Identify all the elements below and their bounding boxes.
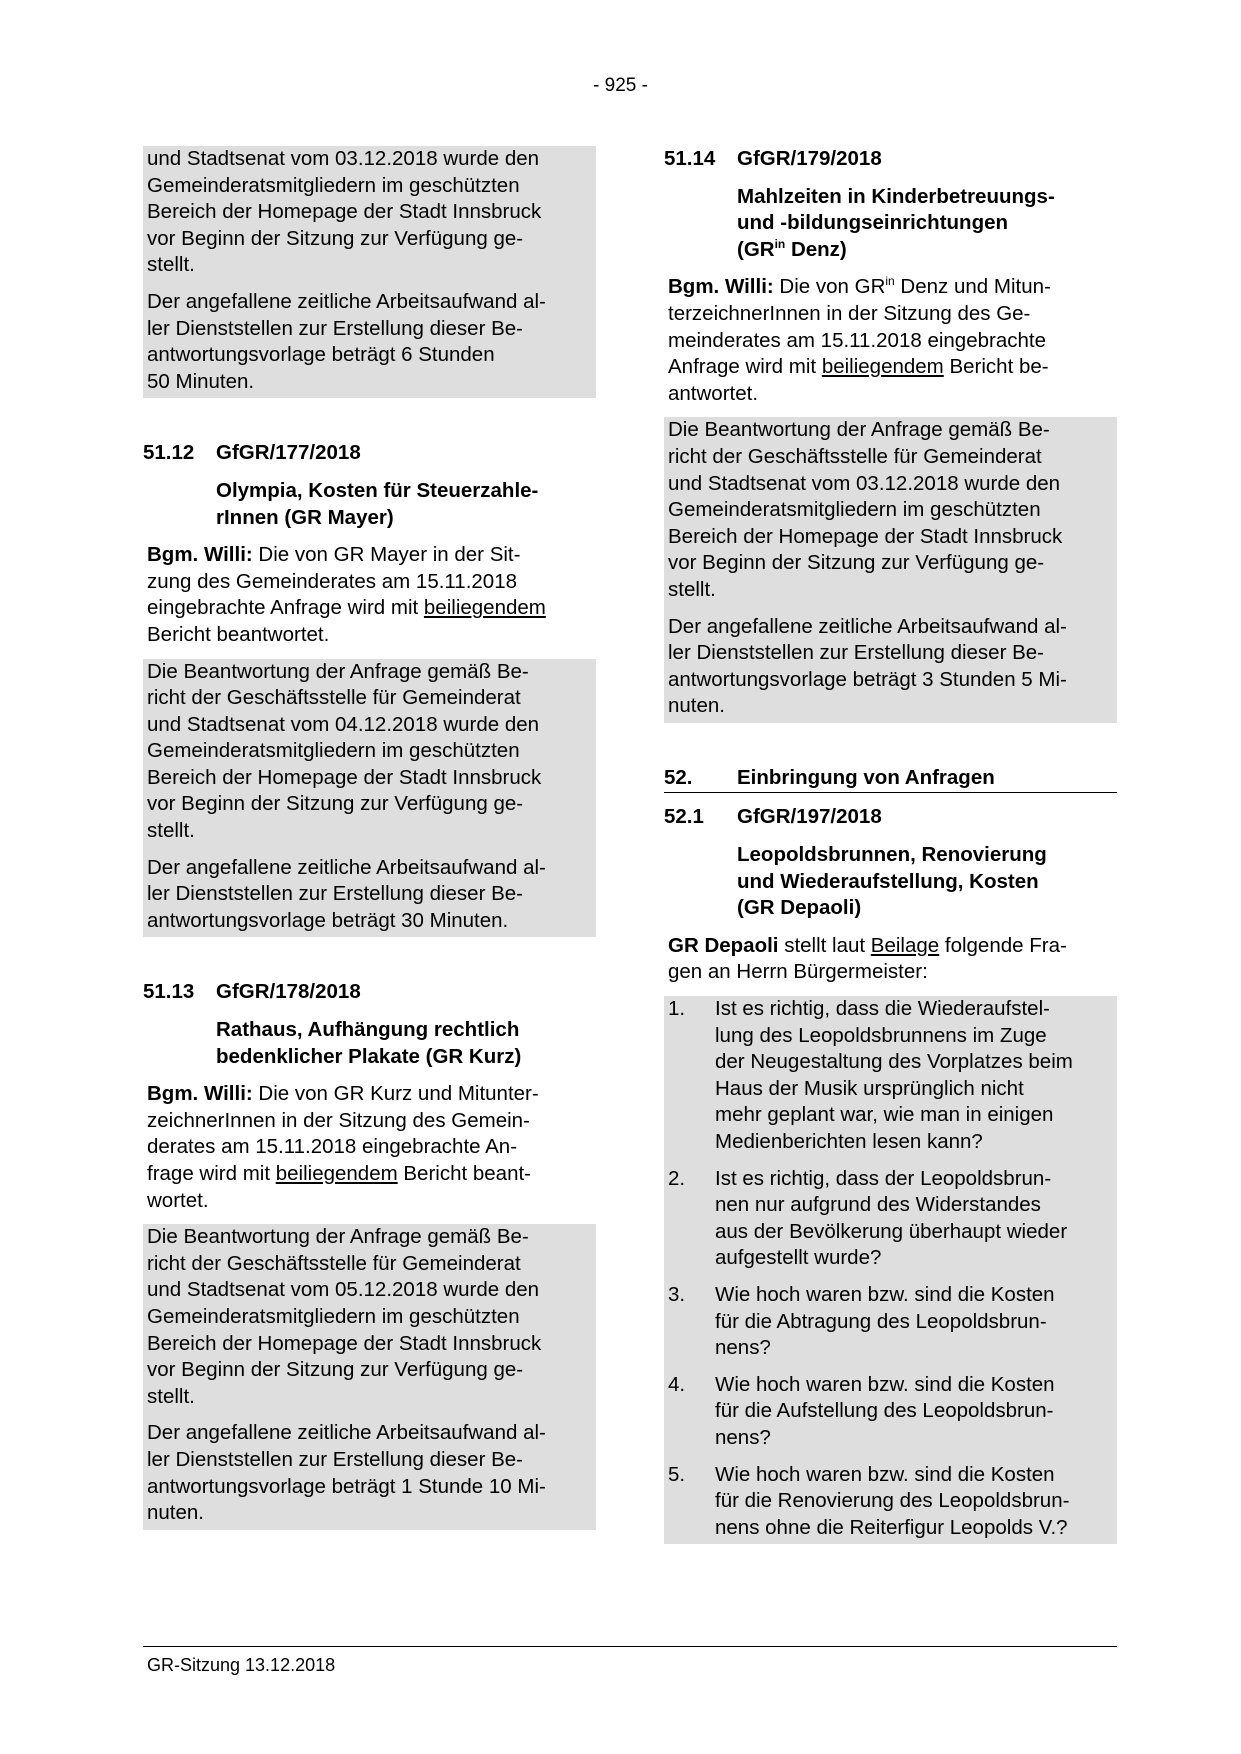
question-text [715, 1462, 1069, 1542]
text-line: und Stadtsenat vom 03.12.2018 wurde den [668, 471, 1061, 495]
text-line: stellt. [147, 819, 195, 843]
continuation-effort-text [147, 289, 592, 395]
text-line: Der angefallene zeitliche Arbeitsaufwand al- [147, 855, 546, 879]
text-line: vor Beginn der Sitzung zur Verfügung ge- [147, 792, 524, 816]
text-line: Gemeinderatsmitgliedern im geschützten [147, 173, 520, 197]
text-line: (GR Depaoli) [737, 896, 862, 920]
text-line: Die von GR Kurz und Mitunter- [252, 1082, 539, 1106]
text-line: antwortungsvorlage beträgt 3 Stunden 5 Mi- [668, 667, 1067, 691]
text-line: ler Dienststellen zur Erstellung dieser Be- [147, 882, 523, 906]
text-line: Denz) [785, 237, 847, 261]
attachment-link[interactable]: beiliegendem [275, 1162, 398, 1185]
section-heading [664, 804, 1117, 831]
text-line: und Wiederaufstellung, Kosten [737, 869, 1039, 893]
text-line: Medienberichten lesen kann? [715, 1130, 983, 1153]
text-line: nens ohne die Reiterfigur Leopolds V.? [715, 1515, 1068, 1539]
text-line: ler Dienststellen zur Erstellung dieser Be- [668, 641, 1044, 665]
question-number: 4. [668, 1372, 686, 1396]
text-line: wortet. [147, 1188, 209, 1212]
text-line: richt der Geschäftsstelle für Gemeinderat [668, 444, 1042, 468]
text-line: vor Beginn der Sitzung zur Verfügung ge- [147, 1358, 524, 1382]
text-line: und Stadtsenat vom 05.12.2018 wurde den [147, 1278, 540, 1302]
effort-text [668, 614, 1113, 720]
section-number: 52.1 [664, 805, 704, 829]
speaker-name: Bgm. Willi: [147, 1082, 253, 1106]
text-line: Leopoldsbrunnen, Renovierung [737, 843, 1047, 867]
text-line: nuten. [147, 1501, 204, 1525]
section-number: 51.14 [664, 147, 716, 170]
text-line: Mahlzeiten in Kinderbetreuungs- [737, 184, 1055, 208]
text-line: 50 Minuten. [147, 369, 255, 393]
text-line: Gemeinderatsmitgliedern im geschützten [147, 1304, 520, 1328]
section-number: 51.13 [143, 980, 195, 1004]
text-line: stellt. [147, 253, 195, 277]
text-line: terzeichnerInnen in der Sitzung des Ge- [668, 301, 1031, 325]
text-line: nens? [715, 1336, 771, 1360]
text-line: Die Beantwortung der Anfrage gemäß Be- [147, 1225, 529, 1249]
text-line: bedenklicher Plakate (GR Kurz) [216, 1044, 522, 1068]
section-body [664, 933, 1117, 986]
answer-block [664, 417, 1117, 723]
text-line: derates am 15.11.2018 eingebrachte An- [147, 1135, 518, 1159]
text-line: antwortungsvorlage beträgt 6 Stunden [147, 343, 495, 367]
text-line: rInnen (GR Mayer) [216, 505, 394, 529]
section-heading [664, 146, 1117, 173]
text-line: Die von GR [773, 275, 886, 299]
continuation-answer-text [147, 146, 592, 279]
section-heading [143, 440, 596, 467]
text-line: Wie hoch waren bzw. sind die Kosten [715, 1282, 1055, 1306]
text-line: Gemeinderatsmitgliedern im geschützten [668, 498, 1041, 522]
text-line: ler Dienststellen zur Erstellung dieser Be- [147, 1447, 523, 1471]
question-item [668, 1166, 1113, 1272]
text-line: Anfrage wird mit [668, 355, 822, 379]
attachment-link[interactable]: beiliegendem [423, 596, 546, 620]
text-line: gen an Herrn Bürgermeister: [668, 960, 928, 984]
question-item [668, 1282, 1113, 1362]
attachment-link[interactable]: beiliegendem [821, 355, 944, 379]
question-item [668, 1372, 1113, 1452]
page-number: - 925 - [593, 75, 648, 96]
section-title [143, 1017, 596, 1070]
left-column [143, 146, 596, 1530]
section-code: GfGR/177/2018 [216, 441, 361, 465]
text-line: aus der Bevölkerung überhaupt wieder [715, 1219, 1068, 1243]
section-code: GfGR/178/2018 [216, 980, 361, 1004]
text-line: Bereich der Homepage der Stadt Innsbruck [147, 765, 542, 789]
text-line: Der angefallene zeitliche Arbeitsaufwand al- [147, 289, 546, 313]
question-list [668, 996, 1113, 1541]
text-line: für die Abtragung des Leopoldsbrun- [715, 1309, 1047, 1333]
text-line: Rathaus, Aufhängung rechtlich [216, 1018, 520, 1042]
text-line: Der angefallene zeitliche Arbeitsaufwand al- [668, 614, 1067, 638]
speaker-name: Bgm. Willi: [668, 275, 774, 299]
text-line: Die Beantwortung der Anfrage gemäß Be- [147, 659, 529, 683]
section-number: 52. [664, 765, 693, 789]
text-line: richt der Geschäftsstelle für Gemeinderat [147, 1251, 521, 1275]
question-text [715, 1166, 1067, 1272]
text-line: Bericht beant- [397, 1162, 532, 1185]
text-line: der Neugestaltung des Vorplatzes beim [715, 1050, 1073, 1074]
text-line: aufgestellt wurde? [715, 1246, 882, 1270]
text-line: antwortet. [668, 381, 759, 405]
right-column [664, 146, 1117, 1544]
question-text [715, 996, 1073, 1156]
effort-text [147, 855, 592, 935]
answer-text [147, 1224, 592, 1410]
text-line: meinderates am 15.11.2018 eingebrachte [668, 328, 1046, 352]
text-line: stellt. [668, 577, 716, 601]
section-body [143, 542, 596, 648]
text-line: und -bildungseinrichtungen [737, 211, 1009, 235]
text-line: nens? [715, 1425, 771, 1449]
section-51-14 [664, 146, 1117, 723]
answer-text [668, 417, 1113, 603]
question-number: 1. [668, 997, 686, 1021]
footer-rule [143, 1646, 1117, 1647]
continuation-answer-block [143, 146, 596, 398]
section-code: GfGR/179/2018 [737, 147, 882, 170]
text-line: Olympia, Kosten für Steuerzahle- [216, 478, 539, 502]
text-line: Wie hoch waren bzw. sind die Kosten [715, 1372, 1055, 1396]
text-line: eingebrachte Anfrage wird mit [147, 596, 424, 620]
text-line: Bericht be- [943, 355, 1049, 379]
text-line: Die von GR Mayer in der Sit- [252, 543, 521, 567]
question-number: 2. [668, 1166, 686, 1190]
superscript: in [885, 274, 895, 289]
speaker-name: Bgm. Willi: [147, 543, 253, 567]
attachment-link[interactable]: Beilage [870, 933, 940, 957]
section-51-13 [143, 979, 596, 1529]
text-line: Wie hoch waren bzw. sind die Kosten [715, 1462, 1055, 1486]
section-title: Einbringung von Anfragen [737, 765, 995, 789]
section-number: 51.12 [143, 441, 195, 465]
text-line: vor Beginn der Sitzung zur Verfügung ge- [147, 226, 524, 250]
text-line: stellt. [147, 1384, 195, 1408]
text-line: Bereich der Homepage der Stadt Innsbruck [147, 1331, 542, 1355]
answer-block [143, 1224, 596, 1530]
question-text [715, 1372, 1055, 1452]
text-line: antwortungsvorlage beträgt 1 Stunde 10 Mi- [147, 1474, 546, 1498]
text-line: lung des Leopoldsbrunnens im Zuge [715, 1023, 1047, 1047]
text-line: Bereich der Homepage der Stadt Innsbruck [147, 200, 542, 224]
text-line: antwortungsvorlage beträgt 30 Minuten. [147, 908, 509, 932]
text-line: (GR [737, 237, 775, 261]
text-line: Bericht beantwortet. [147, 622, 330, 646]
text-line: Gemeinderatsmitgliedern im geschützten [147, 739, 520, 763]
answer-block [143, 659, 596, 938]
section-title [143, 478, 596, 531]
text-line: nen nur aufgrund des Widerstandes [715, 1193, 1041, 1217]
text-line: zung des Gemeinderates am 15.11.2018 [147, 569, 518, 593]
text-line: Ist es richtig, dass die Wiederaufstel- [715, 997, 1050, 1021]
section-body [143, 1081, 596, 1214]
text-line: Haus der Musik ursprünglich nicht [715, 1076, 1024, 1100]
text-line: für die Aufstellung des Leopoldsbrun- [715, 1399, 1054, 1423]
text-line: vor Beginn der Sitzung zur Verfügung ge- [668, 551, 1045, 575]
text-line: richt der Geschäftsstelle für Gemeinderat [147, 686, 521, 710]
text-line: frage wird mit [147, 1162, 276, 1185]
question-item [668, 996, 1113, 1156]
text-line: Bereich der Homepage der Stadt Innsbruck [668, 524, 1063, 548]
section-body [664, 274, 1117, 407]
text-line: folgende Fra- [939, 933, 1067, 957]
question-number: 5. [668, 1462, 686, 1486]
section-title [664, 842, 1117, 922]
speaker-name: GR Depaoli [668, 933, 779, 957]
footer-session-date: GR-Sitzung 13.12.2018 [147, 1655, 336, 1675]
section-52-1 [664, 804, 1117, 1544]
superscript: in [774, 236, 786, 251]
question-text [715, 1282, 1055, 1362]
section-51-12 [143, 440, 596, 937]
text-line: Denz und Mitun- [894, 275, 1051, 299]
text-line: Der angefallene zeitliche Arbeitsaufwand al- [147, 1421, 546, 1445]
text-line: und Stadtsenat vom 04.12.2018 wurde den [147, 712, 540, 736]
text-line: ler Dienststellen zur Erstellung dieser Be- [147, 316, 523, 340]
text-line: Ist es richtig, dass der Leopoldsbrun- [715, 1166, 1052, 1190]
section-52-heading [664, 765, 1117, 794]
text-line: nuten. [668, 694, 725, 718]
text-line: für die Renovierung des Leopoldsbrun- [715, 1489, 1070, 1513]
answer-text [147, 659, 592, 845]
text-line: mehr geplant war, wie man in einigen [715, 1103, 1054, 1127]
question-number: 3. [668, 1282, 686, 1306]
effort-text [147, 1420, 592, 1526]
text-line: und Stadtsenat vom 03.12.2018 wurde den [147, 147, 540, 170]
section-code: GfGR/197/2018 [737, 805, 882, 829]
text-line: Die Beantwortung der Anfrage gemäß Be- [668, 418, 1050, 442]
section-title [664, 184, 1117, 264]
question-item [668, 1462, 1113, 1542]
section-heading [143, 979, 596, 1006]
text-line: stellt laut [778, 933, 871, 957]
questions-block [664, 996, 1117, 1544]
text-line: zeichnerInnen in der Sitzung des Gemein- [147, 1108, 530, 1132]
